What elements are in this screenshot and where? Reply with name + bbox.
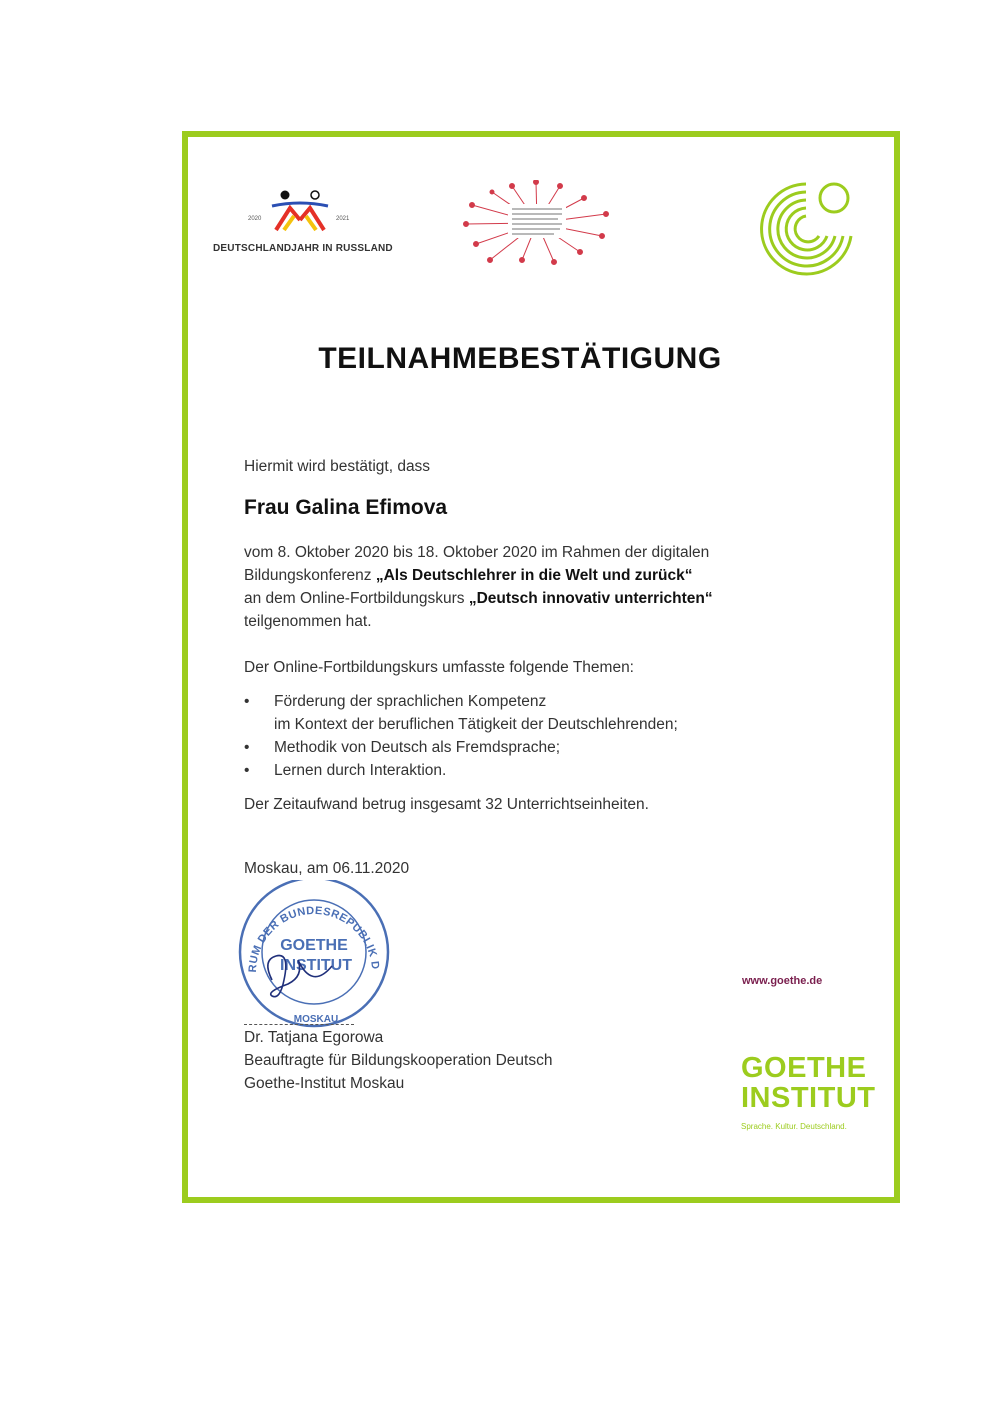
topics-list: [244, 690, 804, 782]
body-line-2: [244, 564, 804, 587]
goethe-wordmark-2: INSTITUT: [741, 1082, 876, 1114]
deutschlandjahr-figures-icon: [240, 186, 370, 236]
course-description: [244, 541, 804, 633]
signatory-block: [244, 1026, 552, 1095]
intro-text: Hiermit wird bestätigt, dass: [244, 458, 431, 475]
duration-text: Der Zeitaufwand betrug insgesamt 32 Unterrichtseinheiten.: [244, 796, 649, 813]
official-stamp: [232, 880, 396, 1030]
topics-intro: Der Online-Fortbildungskurs umfasste folgende Themen:: [244, 659, 634, 676]
deutschlandjahr-caption: DEUTSCHLANDJAHR IN RUSSLAND: [213, 243, 393, 254]
year-start: 2020: [248, 216, 262, 222]
goethe-spiral-icon: [748, 174, 858, 284]
list-item: [244, 759, 804, 782]
goethe-url[interactable]: www.goethe.de: [742, 975, 823, 987]
deutschlandjahr-logo: [240, 186, 370, 236]
topic-1-line-1: • Förderung der sprachlichen Kompetenz: [274, 693, 547, 710]
year-end: 2021: [336, 216, 350, 222]
body-line-3: [244, 587, 804, 610]
topic-1-line-2: im Kontext der beruflichen Tätigkeit der Deutschlehrenden;: [274, 716, 678, 733]
topic-2: • Methodik von Deutsch als Fremdsprache;: [274, 739, 561, 756]
goethe-symbol: [748, 174, 858, 284]
body-line-1: vom 8. Oktober 2020 bis 18. Oktober 2020 im Rahmen der digitalen: [244, 544, 710, 561]
certificate-title: TEILNAHMEBESTÄTIGUNG: [318, 342, 722, 375]
conference-network-icon: [462, 180, 612, 266]
list-item: [244, 690, 804, 736]
list-item: [244, 736, 804, 759]
participant-name: Frau Galina Efimova: [244, 496, 448, 519]
conference-logo: [462, 180, 612, 266]
stamp-bottom-text: MOSKAU: [293, 1014, 339, 1025]
signatory-org: Goethe-Institut Moskau: [244, 1075, 405, 1092]
conference-title: „Als Deutschlehrer in die Welt und zurück“: [375, 567, 693, 584]
course-title: „Deutsch innovativ unterrichten“: [468, 590, 713, 607]
body-line-2-prefix: Bildungskonferenz: [244, 567, 376, 584]
goethe-tagline: Sprache. Kultur. Deutschland.: [741, 1122, 847, 1131]
body-line-4: teilgenommen hat.: [244, 613, 372, 630]
stamp-center-line-1: GOETHE: [280, 937, 348, 954]
stamp-seal-icon: [232, 880, 396, 1030]
topic-3: • Lernen durch Interaktion.: [274, 762, 447, 779]
body-line-3-prefix: an dem Online-Fortbildungskurs: [244, 590, 469, 607]
goethe-wordmark-1: GOETHE: [741, 1052, 867, 1084]
stamp-ring-text: RUM DER BUNDESREPUBLIK D: [246, 904, 382, 973]
signatory-name: Dr. Tatjana Egorowa: [244, 1029, 384, 1046]
place-date: Moskau, am 06.11.2020: [244, 860, 410, 877]
stamp-center-line-2: INSTITUT: [280, 957, 352, 974]
signatory-role: Beauftragte für Bildungskooperation Deutsch: [244, 1052, 553, 1069]
signature-line: [244, 1024, 354, 1025]
